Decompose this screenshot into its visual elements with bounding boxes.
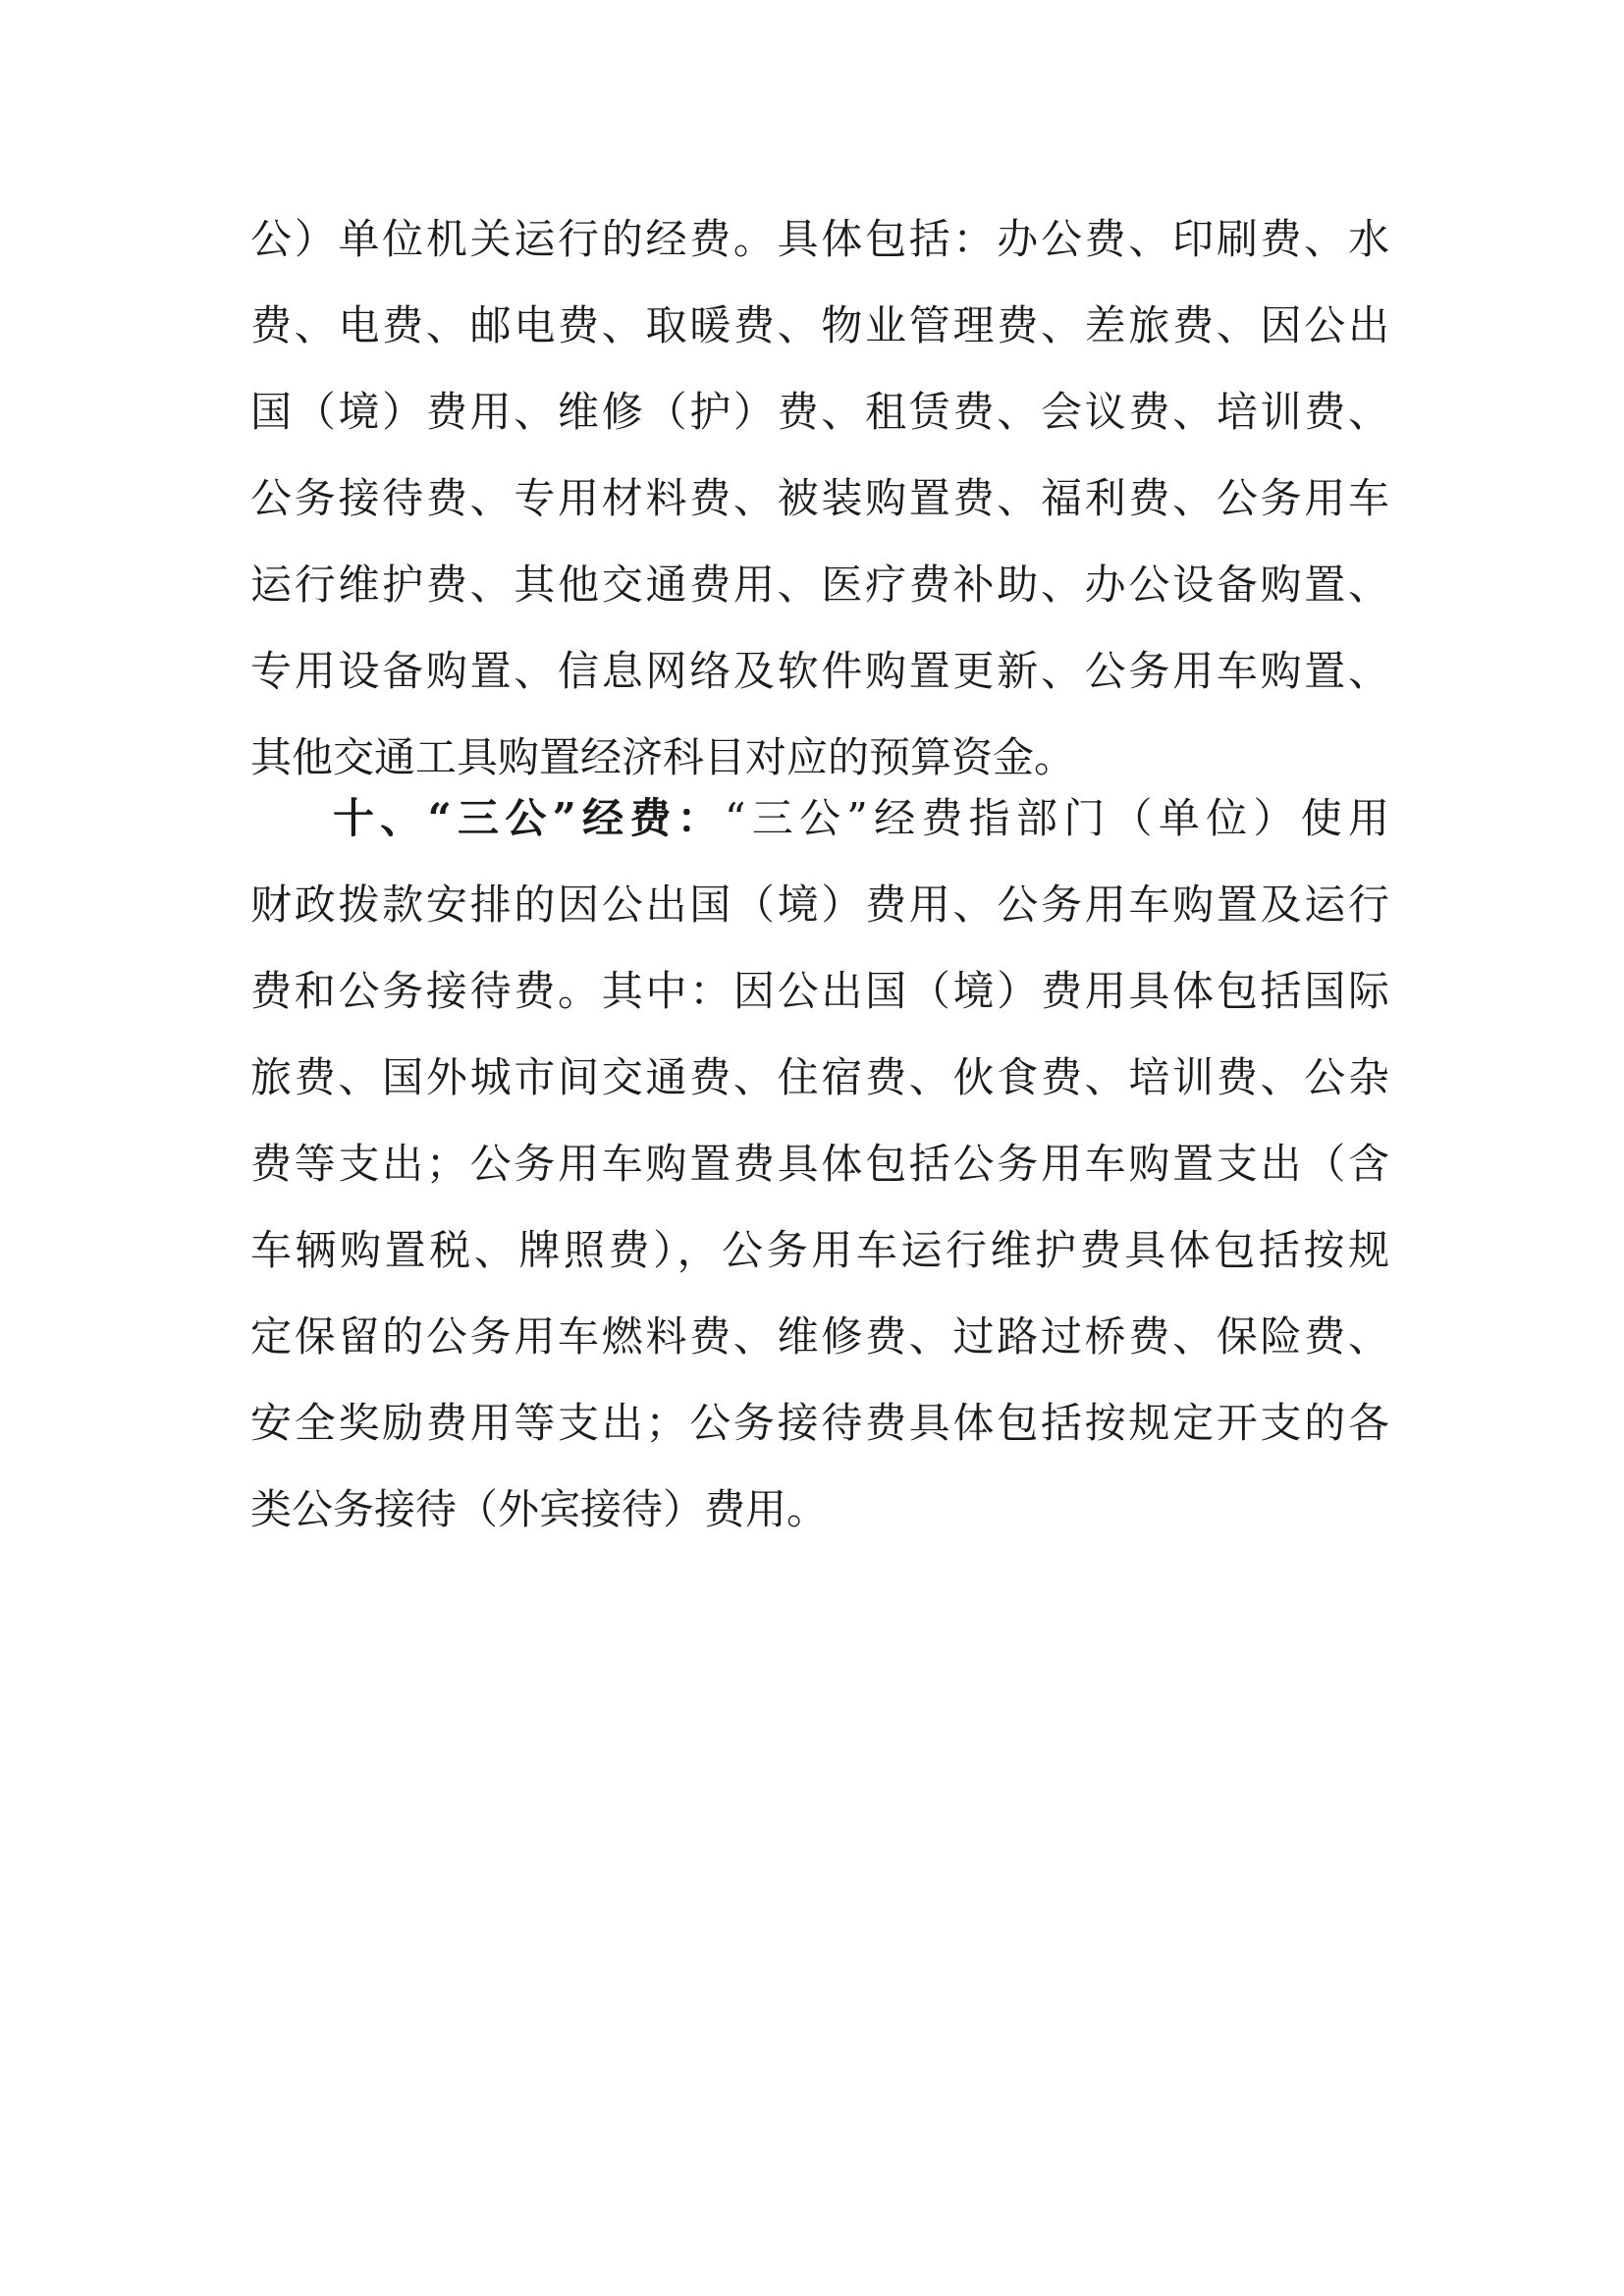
text-line: 类公务接待（外宾接待）费用。: [250, 1485, 829, 1533]
heading-continuation: “三公”经费指部门（单位）使用: [724, 794, 1389, 842]
text-line: 车辆购置税、牌照费），公务用车运行维护费具体包括按规: [250, 1226, 1389, 1274]
text-line: 其他交通工具购置经济科目对应的预算资金。: [250, 733, 1076, 781]
text-line: 安全奖励费用等支出；公务接待费具体包括按规定开支的各: [250, 1399, 1389, 1447]
paragraph-three-public-expenses: [250, 775, 1389, 1553]
text-line: 财政拨款安排的因公出国（境）费用、公务用车购置及运行: [250, 881, 1389, 929]
text-line: 运行维护费、其他交通费用、医疗费补助、办公设备购置、: [250, 561, 1389, 609]
text-line: 专用设备购置、信息网络及软件购置更新、公务用车购置、: [250, 647, 1389, 695]
paragraph-operating-expenses: [250, 196, 1389, 801]
text-line: 公务接待费、专用材料费、被装购置费、福利费、公务用车: [250, 474, 1389, 522]
text-line: 旅费、国外城市间交通费、住宿费、伙食费、培训费、公杂: [250, 1053, 1389, 1101]
text-line: 费、电费、邮电费、取暖费、物业管理费、差旅费、因公出: [250, 301, 1389, 349]
paragraph-first-line: [250, 775, 1389, 862]
text-line: 定保留的公务用车燃料费、维修费、过路过桥费、保险费、: [250, 1312, 1389, 1361]
text-line: 费和公务接待费。其中：因公出国（境）费用具体包括国际: [250, 967, 1389, 1015]
text-line: 费等支出；公务用车购置费具体包括公务用车购置支出（含: [250, 1140, 1389, 1188]
section-heading: 十、“三公”经费：: [333, 794, 725, 842]
text-line: 国（境）费用、维修（护）费、租赁费、会议费、培训费、: [250, 388, 1389, 436]
text-line: 公）单位机关运行的经费。具体包括：办公费、印刷费、水: [250, 215, 1389, 263]
